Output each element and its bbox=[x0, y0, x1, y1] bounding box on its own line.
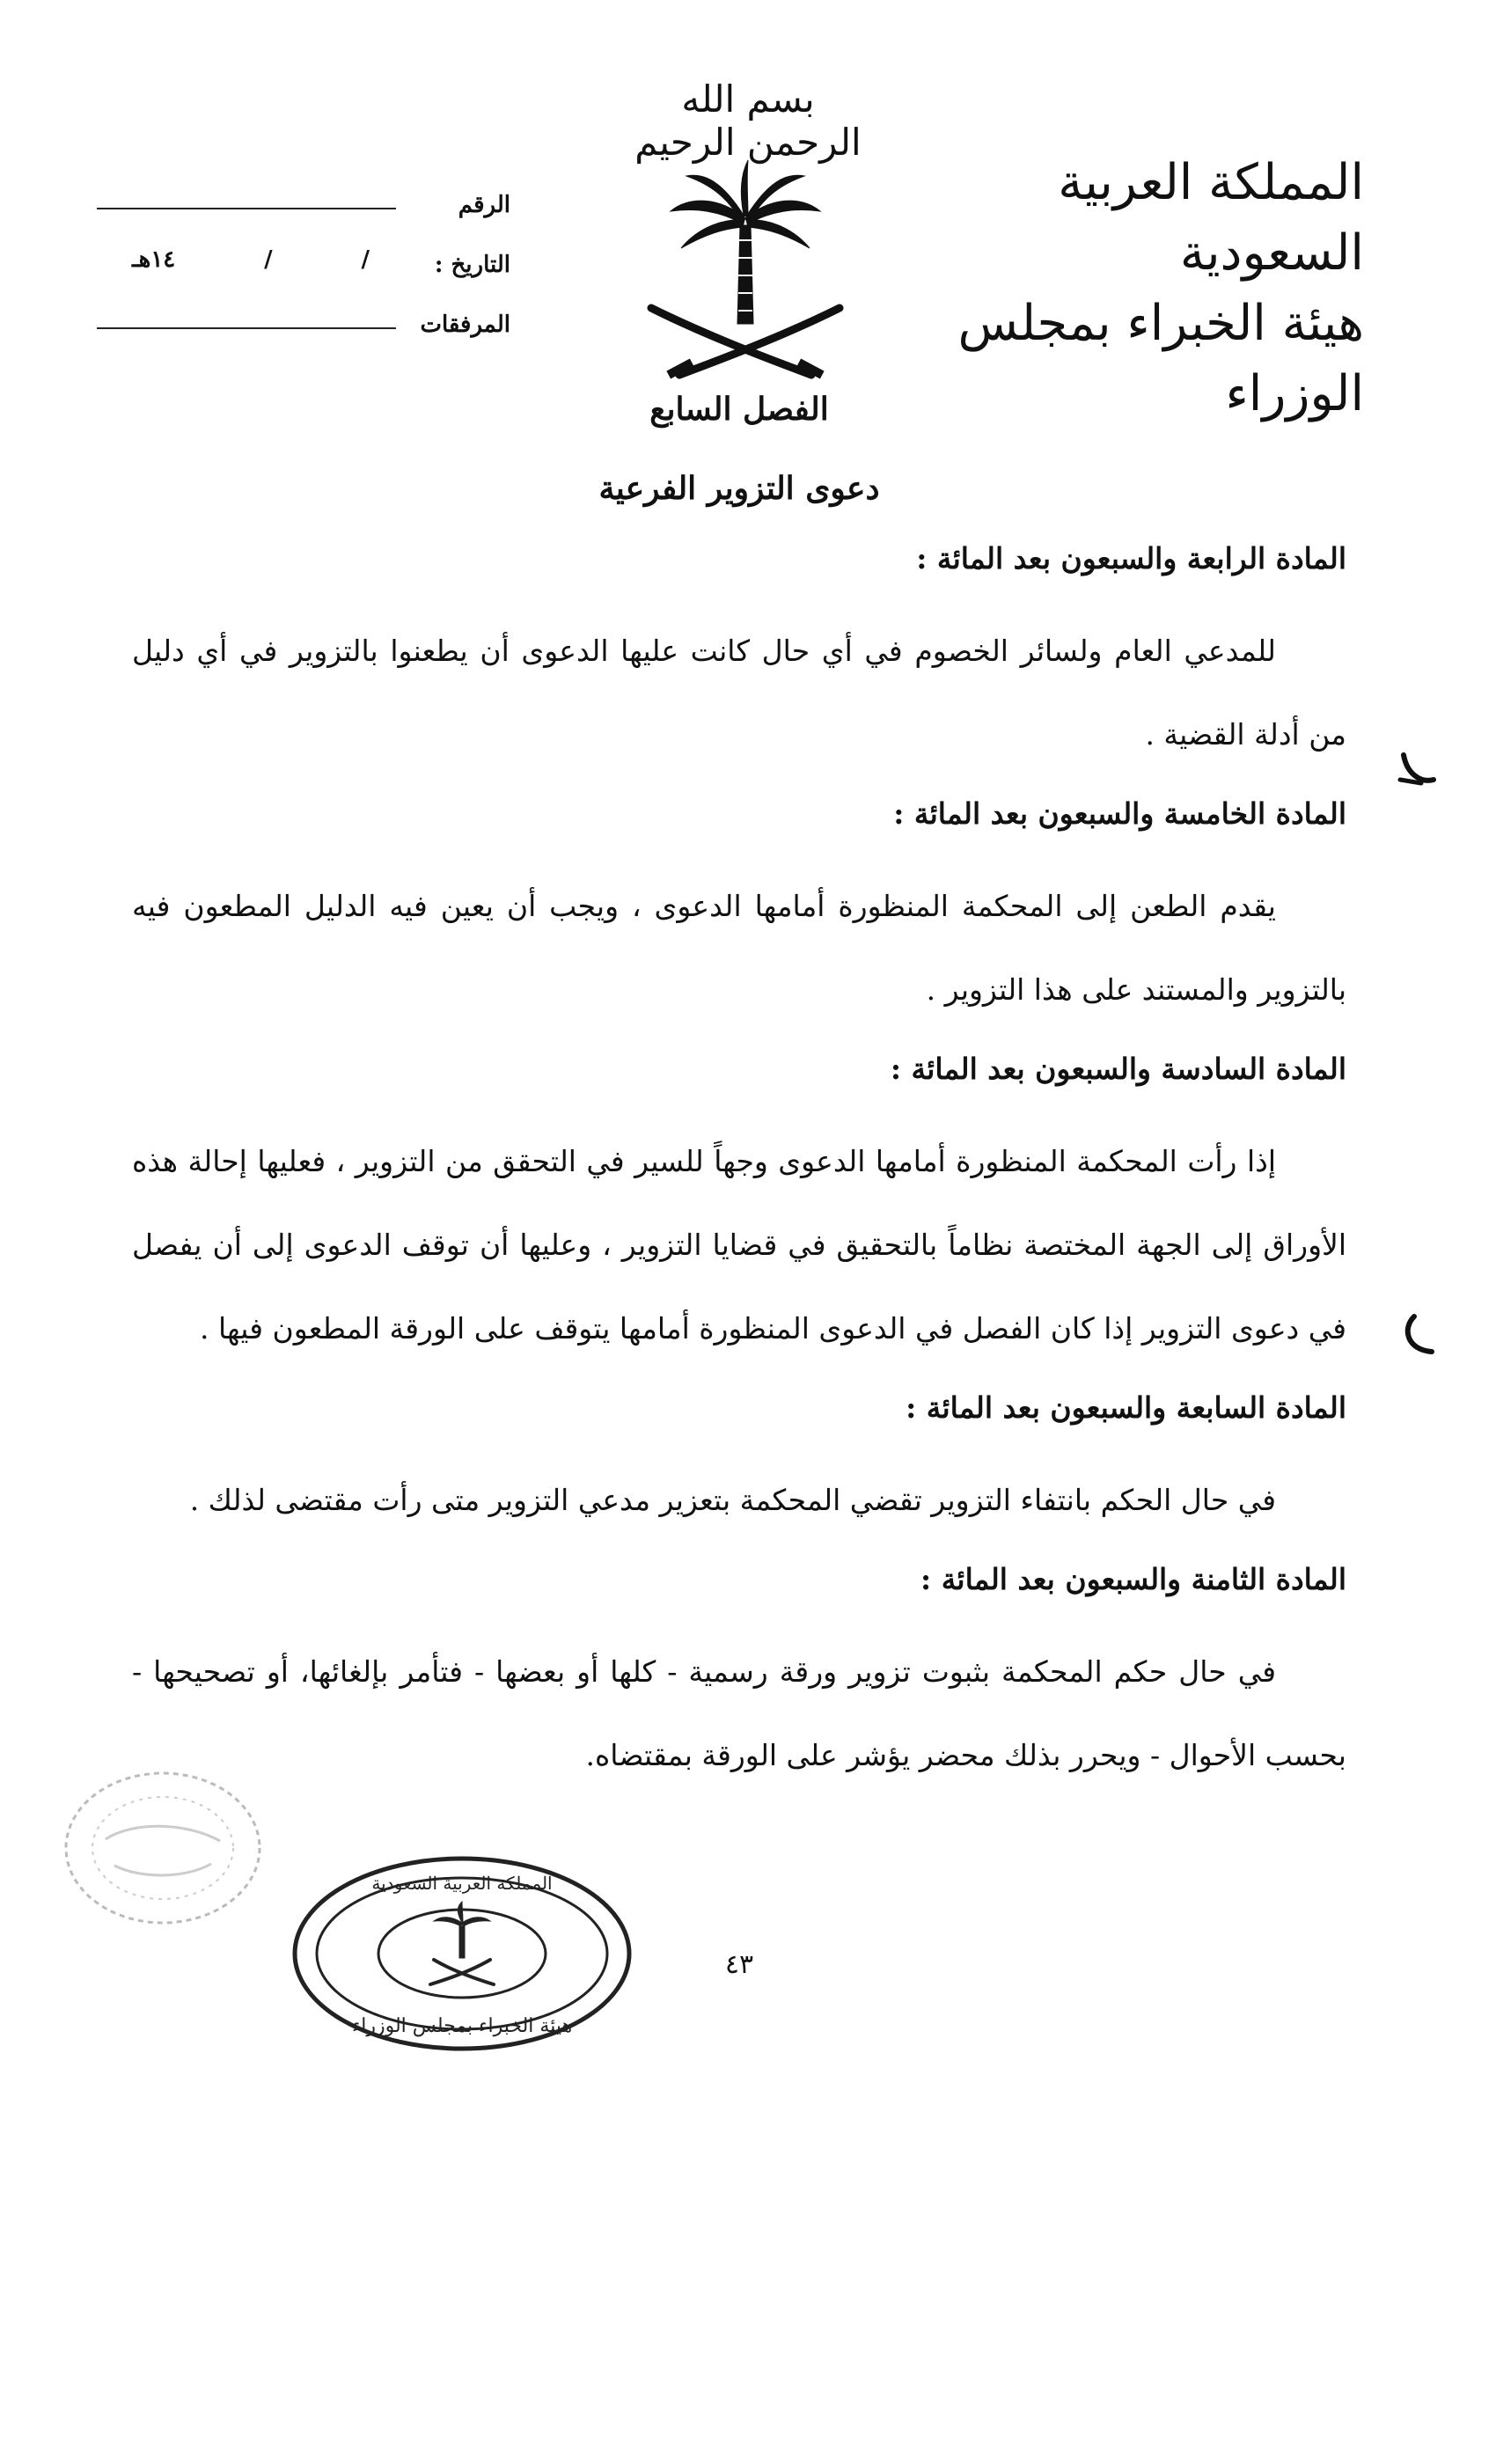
document-body bbox=[132, 387, 1346, 1797]
ref-number-row bbox=[97, 158, 510, 218]
faint-stamp-icon bbox=[53, 1760, 273, 1936]
margin-mark-icon bbox=[1395, 748, 1439, 801]
attachments-label: المرفقات bbox=[420, 312, 510, 338]
ref-number-line bbox=[97, 206, 396, 209]
attachments-row bbox=[97, 278, 510, 338]
article-heading: المادة الثامنة والسبعون بعد المائة : bbox=[920, 1562, 1346, 1596]
article-text: إذا رأت المحكمة المنظورة أمامها الدعوى وجهاً للسير في التحقق من التزوير ، فعليها إحالة هذه الأوراق إلى الجهة المختصة نظاماً بالتحقيق في قضايا التزوير ، وعليها أن توقف الدعوى إلى أن يفصل في دعوى التزوير إذا كان الفصل في الدعوى المنظورة أمامها يتوقف على الورقة المطعون فيها . bbox=[132, 1144, 1346, 1346]
article-heading: المادة الخامسة والسبعون بعد المائة : bbox=[893, 796, 1346, 831]
article-text: يقدم الطعن إلى المحكمة المنظورة أمامها الدعوى ، ويجب أن يعين فيه الدليل المطعون فيه بالتزوير والمستند على هذا التزوير . bbox=[132, 889, 1346, 1007]
article-heading: المادة السابعة والسبعون بعد المائة : bbox=[906, 1390, 1346, 1425]
article-176 bbox=[132, 1047, 1346, 1370]
article-178 bbox=[132, 1558, 1346, 1797]
authority-name: هيئة الخبراء بمجلس الوزراء bbox=[957, 295, 1364, 422]
article-heading: المادة السادسة والسبعون بعد المائة : bbox=[890, 1052, 1346, 1086]
article-175 bbox=[132, 792, 1346, 1031]
ref-number-label: الرقم bbox=[458, 192, 510, 218]
article-177 bbox=[132, 1386, 1346, 1542]
basmala: بسم الله الرحمن الرحيم bbox=[634, 77, 862, 164]
article-heading: المادة الرابعة والسبعون بعد المائة : bbox=[916, 541, 1346, 576]
chapter-title: الفصل السابع bbox=[649, 391, 829, 428]
saudi-emblem-icon bbox=[635, 157, 855, 385]
article-text: للمدعي العام ولسائر الخصوم في أي حال كانت عليها الدعوى أن يطعنوا بالتزوير في أي دليل من أدلة القضية . bbox=[132, 634, 1346, 752]
stamp-top-text: المملكة العربية السعودية bbox=[371, 1873, 553, 1894]
date-value bbox=[97, 246, 405, 273]
attachments-line bbox=[97, 326, 396, 329]
date-suffix: ١٤هـ bbox=[132, 246, 176, 273]
reference-block bbox=[97, 158, 510, 338]
date-label: التاريخ : bbox=[434, 252, 510, 278]
kingdom-name: المملكة العربية السعودية bbox=[1058, 154, 1364, 282]
margin-mark-icon bbox=[1395, 1311, 1439, 1364]
date-sep-2: / bbox=[264, 246, 273, 273]
article-174 bbox=[132, 537, 1346, 776]
page-number: ٤٣ bbox=[724, 1949, 754, 1980]
chapter-subtitle: دعوى التزوير الفرعية bbox=[598, 470, 880, 507]
date-row bbox=[97, 218, 510, 278]
article-text: في حال الحكم بانتفاء التزوير تقضي المحكمة بتعزير مدعي التزوير متى رأت مقتضى لذلك . bbox=[189, 1483, 1276, 1517]
date-sep-1: / bbox=[361, 246, 370, 273]
article-text: في حال حكم المحكمة بثبوت تزوير ورقة رسمية - كلها أو بعضها - فتأمر بإلغائها، أو تصحيحها - بحسب الأحوال - ويحرر بذلك محضر يؤشر على الورقة بمقتضاه. bbox=[132, 1654, 1346, 1772]
stamp-bottom-text: هيئة الخبراء بمجلس الوزراء bbox=[351, 2015, 573, 2037]
